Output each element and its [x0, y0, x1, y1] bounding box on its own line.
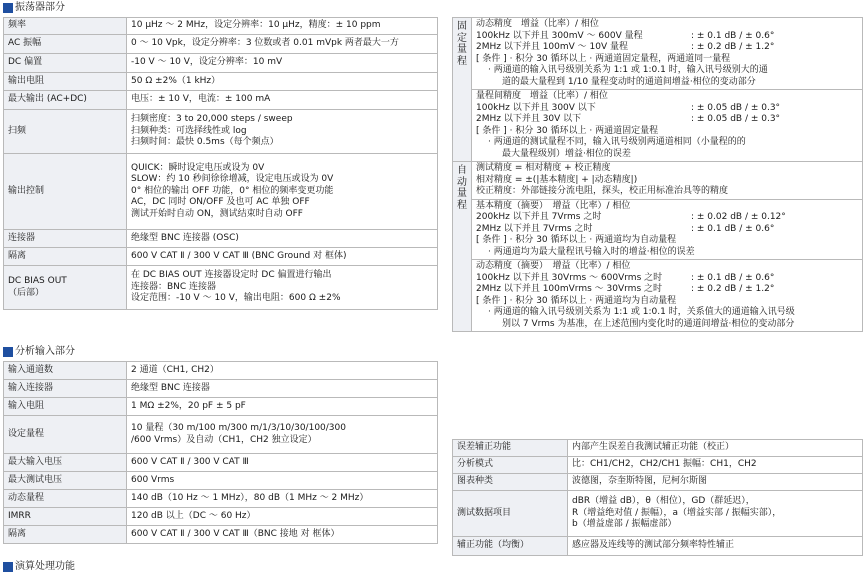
spec-value-line: /600 Vrms）及自动（CH1，CH2 独立设定） [131, 434, 317, 445]
block-line: 相对精度 = ±(|基本精度| + |动态精度|) [476, 174, 638, 185]
auto-range-label [453, 162, 472, 332]
spec-value [127, 54, 438, 73]
spec-value-line: 0 ～ 10 Vpk，设定分辨率：3 位数或者 0.01 mVpk 两者最大一方 [131, 38, 399, 49]
spec-label [453, 474, 568, 491]
block-title: 量程间精度 增益（比率）/ 相位 [476, 91, 608, 102]
spec-label-line: 辅正功能（均衡） [457, 540, 530, 551]
spec-value-line: 波德图，奈奎斯特图，尼柯尔斯图 [572, 476, 708, 487]
spec-label-line: DC BIAS OUT [8, 275, 67, 286]
spec-label [4, 508, 127, 526]
spec-label-line: IMRR [8, 510, 31, 521]
section-marker-icon [3, 347, 13, 357]
condition-subnote: 最大量程级别）增益·相位的误差 [502, 148, 631, 159]
spec-label-line: 频率 [8, 20, 27, 31]
accuracy-row [476, 42, 858, 54]
spec-value [568, 491, 863, 537]
spec-value-line: 内部产生误差自我测试辅正功能（校正） [572, 442, 735, 453]
spec-label-line: 设定量程 [8, 428, 45, 439]
condition-subnote: · 两通道的输入讯号级别关系为 1:1 或 1:0.1 时，关系值大的通道输入讯号级 [488, 307, 795, 318]
accuracy-row [476, 31, 858, 43]
spec-row [4, 18, 438, 35]
spec-row [4, 398, 438, 416]
accuracy-row [476, 284, 858, 296]
spec-value [127, 398, 438, 416]
spec-value [127, 266, 438, 310]
calc-section-title: 演算处理功能 [15, 561, 75, 572]
spec-value-line: b（增益虚部 / 振幅虚部） [572, 519, 677, 530]
spec-row [4, 472, 438, 490]
spec-row [4, 454, 438, 472]
condition-subnote: 别以 7 Vrms 为基准，在上述范围内变化时的通道间增益·相位的变动部分 [502, 318, 795, 329]
spec-label [4, 154, 127, 230]
spec-label [4, 110, 127, 154]
spec-value-line: 绝缘型 BNC 连接器 [131, 382, 210, 393]
spec-label-line: 分析模式 [457, 459, 494, 470]
spec-value [127, 472, 438, 490]
spec-row [4, 362, 438, 380]
section-marker-icon [3, 3, 13, 13]
spec-value-line: AC，DC 同时 ON/OFF 及也可 AC 单独 OFF [131, 197, 310, 208]
spec-value [127, 154, 438, 230]
spec-label-line: 扫频 [8, 125, 27, 136]
spec-label-line: 输入电阻 [8, 400, 45, 411]
spec-label [4, 230, 127, 248]
spec-row [453, 457, 863, 474]
spec-value-line: QUICK：瞬时设定电压或设为 0V [131, 162, 265, 173]
spec-row [4, 110, 438, 154]
spec-label-line: 输入通道数 [8, 364, 54, 375]
accuracy-value: : ± 0.1 dB / ± 0.6° [691, 272, 775, 283]
spec-value [127, 18, 438, 35]
spec-value-line: 600 Vrms [131, 474, 175, 485]
spec-label-line: 测试数据项目 [457, 507, 512, 518]
osc-section-heading [3, 2, 65, 15]
spec-value-line: -10 V ～ 10 V，设定分辨率：10 mV [131, 57, 283, 68]
spec-value-line: 2 通道（CH1, CH2） [131, 364, 219, 375]
osc-spec-table [3, 17, 438, 310]
spec-value-line: 连接器：BNC 连接器 [131, 281, 217, 292]
ana-section-heading [3, 346, 75, 359]
fixed-range-accuracy [472, 90, 863, 162]
accuracy-value: : ± 0.2 dB / ± 1.2° [691, 284, 775, 295]
accuracy-value: : ± 0.05 dB / ± 0.3° [691, 114, 781, 125]
condition-subnote: · 两通道的测试量程不同，输入讯号级别两通道相同（小量程的的 [488, 137, 746, 148]
spec-row [453, 440, 863, 457]
vertical-label-char: 量 [457, 44, 467, 55]
spec-label [453, 457, 568, 474]
spec-row [453, 491, 863, 537]
spec-row [4, 230, 438, 248]
accuracy-table [452, 17, 863, 332]
spec-row [4, 248, 438, 266]
fixed-dynamic-accuracy [472, 18, 863, 90]
spec-row [4, 416, 438, 454]
spec-label-line: AC 振幅 [8, 38, 42, 49]
spec-value-line: 140 dB（10 Hz ～ 1 MHz），80 dB（1 MHz ～ 2 MHz） [131, 492, 369, 503]
spec-label-line: 输出控制 [8, 185, 45, 196]
spec-value [127, 230, 438, 248]
spec-row [4, 266, 438, 310]
spec-label [4, 472, 127, 490]
spec-value [127, 454, 438, 472]
spec-value-line: 电压：± 10 V，电流：± 100 mA [131, 94, 271, 105]
condition-text: 100kHz 以下并且 30Vrms ～ 600Vrms 之时 [476, 272, 663, 283]
spec-label [453, 537, 568, 556]
osc-section-title: 振荡器部分 [15, 2, 65, 13]
spec-value-line: 50 Ω ±2%（1 kHz） [131, 75, 221, 86]
auto-accuracy-formula [472, 162, 863, 200]
spec-value-line: dBR（增益 dB），θ（相位），GD（群延迟）， [572, 496, 755, 507]
spec-label [4, 416, 127, 454]
condition-text: 100kHz 以下并且 300mV ～ 600V 量程 [476, 30, 643, 41]
accuracy-value: : ± 0.05 dB / ± 0.3° [691, 102, 781, 113]
spec-value-line: 扫频密度：3 to 20,000 steps / sweep [131, 114, 293, 125]
condition-subnote: 道的最大量程到 1/10 量程变动时的通道间增益·相位的变动部分 [502, 76, 756, 87]
spec-label-line: 图表种类 [457, 476, 494, 487]
spec-value [568, 440, 863, 457]
spec-row [4, 154, 438, 230]
spec-value-line: R（增益绝对值 / 振幅），a（增益实部 / 振幅实部）， [572, 507, 782, 518]
spec-row [4, 54, 438, 73]
spec-label [453, 440, 568, 457]
condition-text: 2MHz 以下并且 7Vrms 之时 [476, 223, 593, 234]
accuracy-row [476, 114, 858, 126]
block-title: 动态精度 增益（比率）/ 相位 [476, 19, 599, 29]
spec-row [453, 537, 863, 556]
spec-row [4, 73, 438, 91]
block-line: 测试精度 = 相对精度 + 校正精度 [476, 163, 611, 174]
spec-value-line: 扫频种类：可选择线性或 log [131, 125, 247, 136]
spec-value [127, 35, 438, 54]
spec-label [4, 398, 127, 416]
ana-section-title: 分析输入部分 [15, 346, 75, 357]
spec-label-line: 最大测试电压 [8, 474, 63, 485]
vertical-label-char: 量 [457, 188, 467, 200]
vertical-label-char: 程 [457, 199, 467, 211]
spec-label [4, 54, 127, 73]
spec-row [4, 490, 438, 508]
condition-note: [ 条件 ] · 积分 30 循环以上 · 两通道均为自动量程 [476, 295, 677, 306]
spec-value [127, 248, 438, 266]
spec-row [4, 380, 438, 398]
spec-value-line: 10 μHz ～ 2 MHz，设定分辨率：10 μHz，精度：± 10 ppm [131, 20, 381, 31]
spec-value-line: 扫频时间：最快 0.5ms（每个频点） [131, 137, 279, 148]
condition-note: [ 条件 ] · 积分 30 循环以上 · 两通道均为自动量程 [476, 235, 677, 246]
spec-value [127, 508, 438, 526]
section-marker-icon [3, 562, 13, 572]
spec-value-line: 绝缘型 BNC 连接器 (OSC) [131, 232, 239, 243]
vertical-label-char: 程 [457, 55, 467, 67]
spec-label [4, 526, 127, 544]
function-table [452, 439, 863, 556]
spec-value-line: 比：CH1/CH2，CH2/CH1 振幅：CH1，CH2 [572, 459, 757, 470]
spec-row [4, 91, 438, 110]
spec-label [4, 73, 127, 91]
block-line: 校正精度：外部链接分流电阻，探头，校正用标准治具等的精度 [476, 186, 729, 197]
auto-dynamic-accuracy [472, 260, 863, 332]
accuracy-row [476, 273, 858, 285]
ana-spec-table [3, 361, 438, 544]
spec-value-line: 感应器及连线等的测试部分频率特性辅正 [572, 540, 735, 551]
fixed-range-label [453, 18, 472, 162]
spec-row [4, 35, 438, 54]
spec-value [568, 457, 863, 474]
accuracy-value: : ± 0.1 dB / ± 0.6° [691, 223, 775, 234]
spec-label [4, 454, 127, 472]
vertical-label-char: 自 [457, 165, 467, 177]
spec-value [127, 380, 438, 398]
condition-text: 200kHz 以下并且 7Vrms 之时 [476, 212, 602, 223]
block-title: 动态精度（摘要） 增益（比率）/ 相位 [476, 261, 631, 272]
spec-value [127, 362, 438, 380]
condition-note: [ 条件 ] · 积分 30 循环以上 · 两通道固定量程 [476, 125, 659, 136]
spec-value-line: 600 V CAT Ⅱ / 300 V CAT Ⅲ [131, 456, 249, 467]
accuracy-value: : ± 0.02 dB / ± 0.12° [691, 212, 786, 223]
spec-value-line: 测试开始时自动 ON，测试结束时自动 OFF [131, 208, 303, 219]
spec-value-line: 设定范围：-10 V ～ 10 V，输出电阻：600 Ω ±2% [131, 293, 341, 304]
calc-section-heading [3, 561, 75, 574]
spec-value-line: 在 DC BIAS OUT 连接器设定时 DC 偏置进行输出 [131, 270, 332, 281]
spec-label [4, 18, 127, 35]
spec-label [4, 248, 127, 266]
spec-label [4, 362, 127, 380]
block-title: 基本精度（摘要） 增益（比率）/ 相位 [476, 200, 631, 211]
spec-value [127, 416, 438, 454]
spec-value-line: 120 dB 以上（DC ～ 60 Hz） [131, 510, 256, 521]
spec-label [4, 490, 127, 508]
spec-row [4, 526, 438, 544]
spec-value [568, 474, 863, 491]
vertical-label-char: 定 [457, 32, 467, 44]
condition-text: 100kHz 以下并且 300V 以下 [476, 102, 596, 113]
spec-value-line: SLOW：约 10 秒间徐徐增减，设定电压或设为 0V [131, 174, 334, 185]
condition-note: [ 条件 ] · 积分 30 循环以上 · 两通道固定量程，两通道同一量程 [476, 53, 731, 64]
spec-label-line: 最大输出 (AC+DC) [8, 94, 87, 105]
condition-text: 2MHz 以下并且 100mVrms ～ 30Vrms 之时 [476, 284, 662, 295]
spec-label-line: （后部） [8, 287, 45, 298]
spec-row [4, 508, 438, 526]
spec-label-line: 误差辅正功能 [457, 442, 512, 453]
spec-label-line: DC 偏置 [8, 57, 43, 68]
condition-text: 2MHz 以下并且 30V 以下 [476, 114, 582, 125]
spec-value [127, 110, 438, 154]
accuracy-row [476, 224, 858, 236]
spec-value [127, 526, 438, 544]
spec-label [4, 35, 127, 54]
spec-value-line: 600 V CAT Ⅱ / 300 V CAT Ⅲ (BNC Ground 对 框体) [131, 250, 347, 261]
spec-value-line: 600 V CAT Ⅱ / 300 V CAT Ⅲ（BNC 接地 对 框体） [131, 528, 340, 539]
accuracy-value: : ± 0.1 dB / ± 0.6° [691, 30, 775, 41]
vertical-label-char: 固 [457, 21, 467, 32]
spec-value-line: 0° 相位的输出 OFF 功能，0° 相位的频率变更功能 [131, 185, 334, 196]
spec-value [568, 537, 863, 556]
spec-label-line: 最大输入电压 [8, 456, 63, 467]
condition-subnote: · 两通道的输入讯号级别关系为 1:1 或 1:0.1 时，输入讯号级别大的通 [488, 65, 768, 76]
spec-value [127, 91, 438, 110]
accuracy-value: : ± 0.2 dB / ± 1.2° [691, 42, 775, 53]
auto-basic-accuracy [472, 199, 863, 260]
spec-label-line: 动态量程 [8, 492, 45, 503]
condition-subnote: · 两通道均为最大量程讯号输入时的增益·相位的误差 [488, 246, 695, 257]
spec-label-line: 输出电阻 [8, 75, 45, 86]
condition-text: 2MHz 以下并且 100mV ～ 10V 量程 [476, 42, 628, 53]
vertical-label-char: 动 [457, 176, 467, 188]
spec-label [4, 91, 127, 110]
accuracy-row [476, 103, 858, 115]
spec-label-line: 隔离 [8, 250, 27, 261]
spec-value [127, 73, 438, 91]
spec-label-line: 连接器 [8, 232, 36, 243]
spec-label-line: 隔离 [8, 528, 27, 539]
spec-value-line: 1 MΩ ±2%，20 pF ± 5 pF [131, 400, 246, 411]
spec-label [4, 380, 127, 398]
spec-value-line: 10 量程（30 m/100 m/300 m/1/3/10/30/100/300 [131, 422, 346, 433]
spec-label [453, 491, 568, 537]
spec-row [453, 474, 863, 491]
spec-label-line: 输入连接器 [8, 382, 54, 393]
spec-value [127, 490, 438, 508]
spec-label [4, 266, 127, 310]
accuracy-row [476, 212, 858, 224]
